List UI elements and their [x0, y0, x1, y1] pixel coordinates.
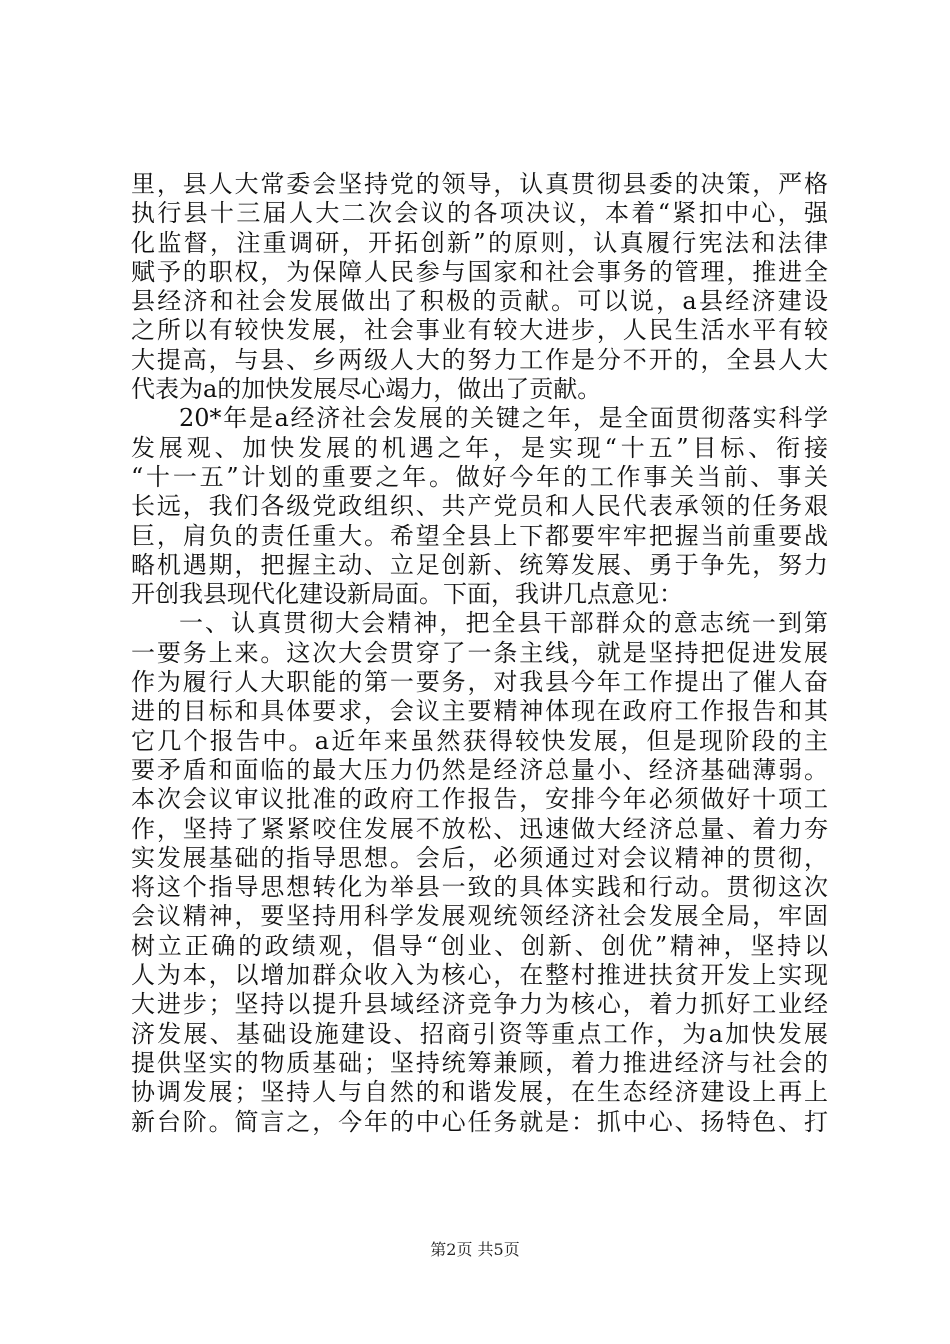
text-line: 它几个报告中。a近年来虽然获得较快发展，但是现阶段的主 — [131, 726, 828, 755]
text-line: 长远，我们各级党政组织、共产党员和人民代表承领的任务艰 — [131, 492, 828, 521]
text-line: 执行县十三届人大二次会议的各项决议，本着“紧扣中心，强 — [131, 199, 828, 228]
text-line: 会议精神，要坚持用科学发展观统领经济社会发展全局，牢固 — [131, 902, 828, 931]
text-line: 里，县人大常委会坚持党的领导，认真贯彻县委的决策，严格 — [131, 170, 828, 198]
body-text — [131, 170, 828, 1137]
text-line: 大进步；坚持以提升县域经济竞争力为核心，着力抓好工业经 — [131, 990, 828, 1019]
text-line: 本次会议审议批准的政府工作报告，安排今年必须做好十项工 — [131, 785, 828, 814]
text-line: 一、认真贯彻大会精神，把全县干部群众的意志统一到第 — [179, 609, 828, 638]
text-line: 协调发展；坚持人与自然的和谐发展，在生态经济建设上再上 — [131, 1078, 828, 1107]
text-line: 济发展、基础设施建设、招商引资等重点工作，为a加快发展 — [131, 1019, 828, 1048]
text-line: 巨，肩负的责任重大。希望全县上下都要牢牢把握当前重要战 — [131, 521, 828, 550]
text-line: 新台阶。简言之，今年的中心任务就是：抓中心、扬特色、打 — [131, 1107, 828, 1136]
text-line: 之所以有较快发展，社会事业有较大进步，人民生活水平有较 — [131, 316, 828, 345]
text-line: 要矛盾和面临的最大压力仍然是经济总量小、经济基础薄弱。 — [131, 755, 828, 784]
text-line: 开创我县现代化建设新局面。下面，我讲几点意见： — [131, 580, 683, 609]
text-line: 代表为a的加快发展尽心竭力，做出了贡献。 — [131, 375, 602, 404]
text-line: “十一五”计划的重要之年。做好今年的工作事关当前、事关 — [131, 462, 828, 491]
text-line: 作为履行人大职能的第一要务，对我县今年工作提出了催人奋 — [131, 668, 828, 697]
text-line: 大提高，与县、乡两级人大的努力工作是分不开的，全县人大 — [131, 345, 828, 374]
text-line: 进的目标和具体要求，会议主要精神体现在政府工作报告和其 — [131, 697, 828, 726]
page-footer: 第2页 共5页 — [430, 1240, 520, 1259]
text-line: 提供坚实的物质基础；坚持统筹兼顾，着力推进经济与社会的 — [131, 1048, 828, 1077]
text-line: 略机遇期，把握主动、立足创新、统筹发展、勇于争先，努力 — [131, 550, 828, 579]
text-line: 发展观、加快发展的机遇之年，是实现“十五”目标、衔接 — [131, 433, 828, 462]
text-line: 化监督，注重调研，开拓创新”的原则，认真履行宪法和法律 — [131, 228, 828, 257]
text-line: 人为本，以增加群众收入为核心，在整村推进扶贫开发上实现 — [131, 961, 828, 990]
text-line: 赋予的职权，为保障人民参与国家和社会事务的管理，推进全 — [131, 257, 828, 286]
text-line: 一要务上来。这次大会贯穿了一条主线，就是坚持把促进发展 — [131, 638, 828, 667]
text-line: 县经济和社会发展做出了积极的贡献。可以说，a县经济建设 — [131, 287, 828, 316]
text-line: 20*年是a经济社会发展的关键之年，是全面贯彻落实科学 — [179, 404, 828, 433]
text-line: 树立正确的政绩观，倡导“创业、创新、创优”精神，坚持以 — [131, 931, 828, 960]
text-line: 作，坚持了紧紧咬住发展不放松、迅速做大经济总量、着力夯 — [131, 814, 828, 843]
text-line: 将这个指导思想转化为举县一致的具体实践和行动。贯彻这次 — [131, 873, 828, 902]
text-line: 实发展基础的指导思想。会后，必须通过对会议精神的贯彻， — [131, 843, 828, 872]
